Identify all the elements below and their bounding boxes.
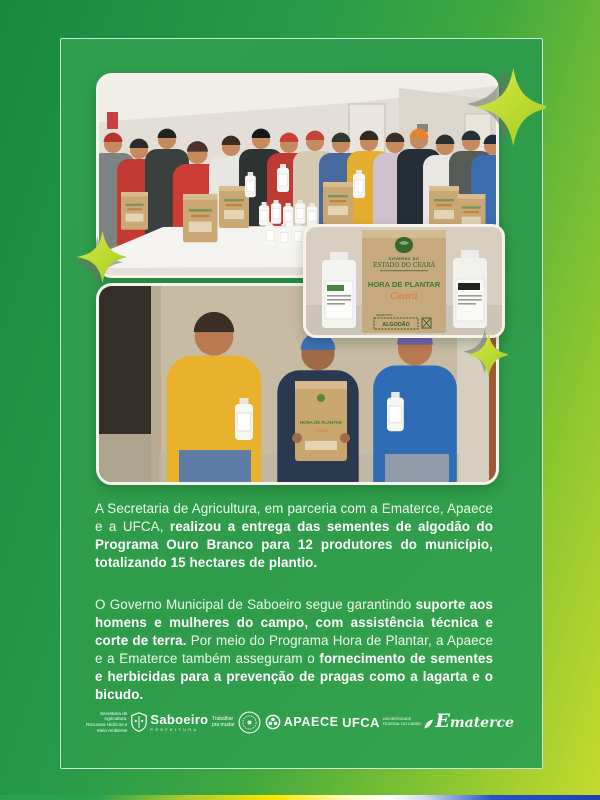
sparkle-icon: [468, 60, 546, 148]
secretaria-text-block: Secretaria de Agricultura, Recursos Hídricos e Meio Ambiente: [86, 710, 128, 733]
cotton-boll-icon: [265, 714, 281, 730]
svg-text:GOVERNO DO: GOVERNO DO: [388, 257, 420, 261]
svg-text:SEMENTES: SEMENTES: [376, 313, 393, 317]
wall-poster: [107, 112, 118, 129]
round-emblem-icon: [238, 711, 261, 734]
ematerce-logo: Ematerce: [424, 714, 514, 730]
sparkle-icon: [464, 328, 508, 378]
saboeiro-logo: Saboeiro PREFEITURA: [150, 712, 209, 732]
paragraph-1: A Secretaria de Agricultura, em parceria com a Ematerce, Apaece e a UFCA, realizou a entrega das sementes de algodão do Programa Ouro Branco para 12 produtores do município, totalizando 15 hectares de plantio.: [95, 501, 493, 571]
flag-gradient-strip: [0, 795, 600, 800]
seed-bag: [362, 230, 446, 333]
herbicide-bottle: [277, 164, 289, 192]
svg-text:Ceará: Ceará: [390, 292, 418, 302]
paragraph-2: O Governo Municipal de Saboeiro segue garantindo suporte aos homens e mulheres do campo, com assistência técnica e corte de terra. Por meio do Programa Hora de Plantar, a Apaece e a Ematerce também asseguram o fornecimento de sementes e herbicidas para a prevenção de pragas como a lagarta e o bicudo.: [95, 597, 494, 703]
seed-bag: [292, 381, 350, 461]
svg-text:HORA DE PLANTAR: HORA DE PLANTAR: [367, 280, 441, 289]
herbicide-bottle: [235, 398, 253, 440]
ufca-logo: UFCA UNIVERSIDADE FEDERAL DO CARIRI: [342, 714, 421, 730]
svg-text:Ceará: Ceará: [314, 429, 328, 434]
sparkle-icon: [74, 230, 126, 284]
partner-logo-strip: [86, 703, 514, 741]
svg-text:HORA DE PLANTAR: HORA DE PLANTAR: [300, 420, 342, 425]
svg-text:ALGODÃO: ALGODÃO: [382, 322, 410, 328]
saboeiro-crest-icon: [131, 712, 147, 732]
seed-bag-inset-photo: [303, 224, 505, 338]
leaf-icon: [424, 718, 434, 730]
herbicide-bottle: [322, 252, 356, 328]
svg-text:ESTADO DO CEARÁ: ESTADO DO CEARÁ: [373, 262, 435, 269]
seed-bag: [183, 194, 218, 242]
inset-scene: [306, 227, 502, 335]
herbicide-bottle: [453, 250, 487, 328]
apaece-logo: APAECE: [265, 714, 339, 730]
slogan-text: Trabalhar pra mudar: [211, 715, 235, 728]
